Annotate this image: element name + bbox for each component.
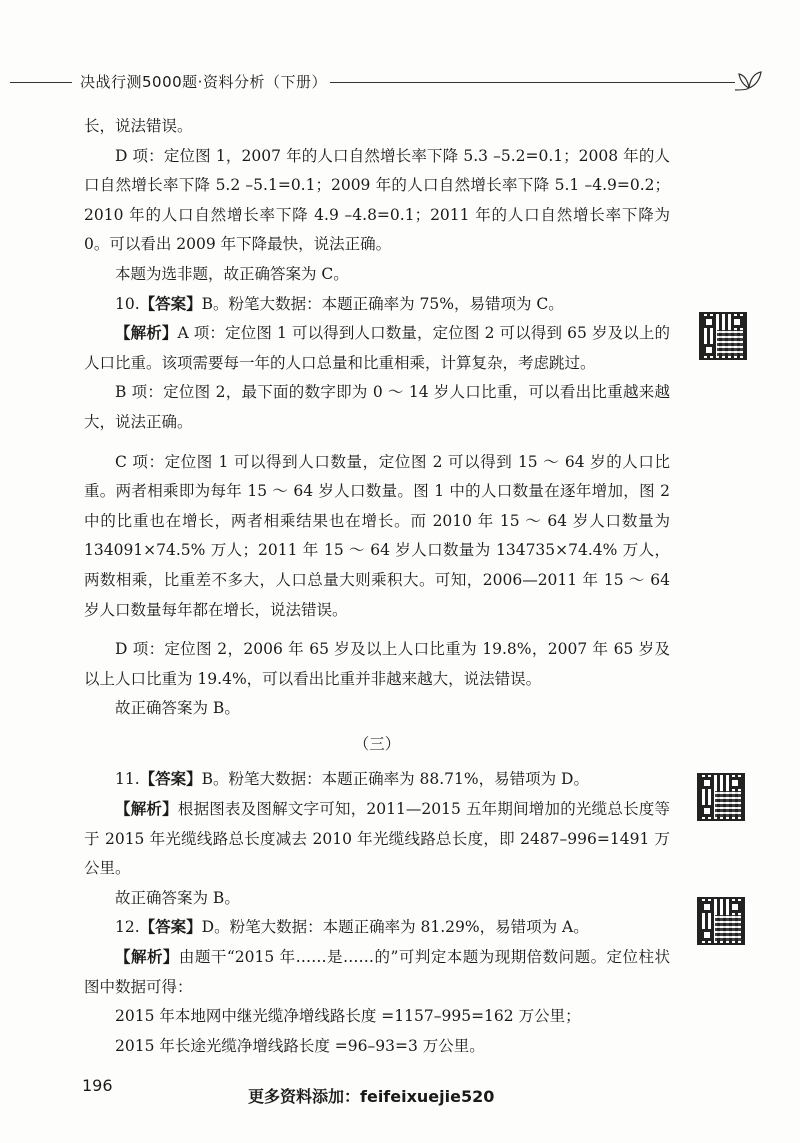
answer-tag: 【答案】 xyxy=(139,918,202,937)
q12-analysis xyxy=(84,943,670,1002)
analysis-tag: 【解析】 xyxy=(115,800,178,819)
q11-analysis xyxy=(84,795,670,884)
q10-number: 10. xyxy=(115,294,140,313)
sprout-icon xyxy=(733,68,763,96)
formula-line: 2015 年长途光缆净增线路长度 =96–93=3 万公里。 xyxy=(115,1036,485,1055)
q10-analysis-a xyxy=(84,319,670,378)
qr-code-q11[interactable] xyxy=(697,773,745,821)
q11-number: 11. xyxy=(115,770,140,789)
paragraph: C 项：定位图 1 可以得到人口数量，定位图 2 可以得到 15 ～ 64 岁的人口比重。两者相乘即为每年 15 ～ 64 岁人口数量。图 1 中的人口数量在逐年增加，图 2 中的比重也在增长，两者相乘结果也在增长。而 2010 年 15 ～ 64 岁人口数量为 134091×74.5% 万人；2011 年 15 ～ 64 岁人口数量为 134735×74.4% 万人，两数相乘，比重差不多大，人口总量大则乘积大。可知，2006—2011 年 15 ～ 64 岁人口数量每年都在增长，说法错误。 xyxy=(84,452,670,619)
q10-analysis-a-text: A 项：定位图 1 可以得到人口数量，定位图 2 可以得到 65 岁及以上的人口比重。该项需要每一年的人口总量和比重相乘，计算复杂，考虑跳过。 xyxy=(84,324,670,372)
q10-answer-text: B。粉笔大数据：本题正确率为 75%，易错项为 C。 xyxy=(201,294,564,313)
paragraph: D 项：定位图 1，2007 年的人口自然增长率下降 5.3 –5.2=0.1；2008 年的人口自然增长率下降 5.2 –5.1=0.1；2009 年的人口自然增长率下降 5.1 –4.9=0.2；2010 年的人口自然增长率下降 4.9 –4.8=0.1；2011 年的人口自然增长率下降为 0。可以看出 2009 年下降最快，说法正确。 xyxy=(84,146,670,254)
qr-code-q10[interactable] xyxy=(699,312,747,360)
book-title: 决战行测5000题·资料分析（下册） xyxy=(80,73,327,91)
header-rule-right xyxy=(330,82,735,83)
q10-answer xyxy=(84,290,670,320)
q11-answer xyxy=(84,765,670,795)
page-body xyxy=(84,112,670,1061)
paragraph: 长，说法错误。 xyxy=(84,117,193,135)
qr-code-q12[interactable] xyxy=(697,897,745,945)
q12-answer-text: D。粉笔大数据：本题正确率为 81.29%，易错项为 A。 xyxy=(201,918,589,937)
q10-analysis-b: B 项：定位图 2，最下面的数字即为 0 ～ 14 岁人口比重，可以看出比重越来越大，说法正确。 xyxy=(84,383,670,431)
section-heading: （三） xyxy=(353,734,401,753)
header-rule-left xyxy=(10,82,72,83)
paragraph: 本题为选非题，故正确答案为 C。 xyxy=(115,264,349,283)
q12-analysis-text: 由题干“2015 年……是……的”可判定本题为现期倍数问题。定位柱状图中数据可得： xyxy=(84,948,670,996)
q12-answer xyxy=(84,913,670,943)
analysis-tag: 【解析】 xyxy=(115,948,179,967)
paragraph: D 项：定位图 2，2006 年 65 岁及以上人口比重为 19.8%，2007 年 65 岁及以上人口比重为 19.4%，可以看出比重并非越来越大，说法错误。 xyxy=(84,640,670,688)
running-header xyxy=(0,68,800,96)
answer-tag: 【答案】 xyxy=(139,294,202,313)
paragraph: 故正确答案为 B。 xyxy=(115,888,240,907)
q11-analysis-text: 根据图表及图解文字可知，2011—2015 五年期间增加的光缆总长度等于 2015 年光缆线路总长度减去 2010 年光缆线路总长度，即 2487–996=1491 万公里。 xyxy=(84,800,670,878)
paragraph: 故正确答案为 B。 xyxy=(115,699,240,718)
formula-line: 2015 年本地网中继光缆净增线路长度 =1157–995=162 万公里； xyxy=(115,1007,581,1026)
q11-answer-text: B。粉笔大数据：本题正确率为 88.71%，易错项为 D。 xyxy=(201,770,589,789)
footer-note: 更多资料添加：feifeixuejie520 xyxy=(248,1087,495,1106)
analysis-tag: 【解析】 xyxy=(115,324,178,343)
q12-number: 12. xyxy=(115,918,140,937)
answer-tag: 【答案】 xyxy=(139,770,202,789)
page-number: 196 xyxy=(82,1076,113,1095)
